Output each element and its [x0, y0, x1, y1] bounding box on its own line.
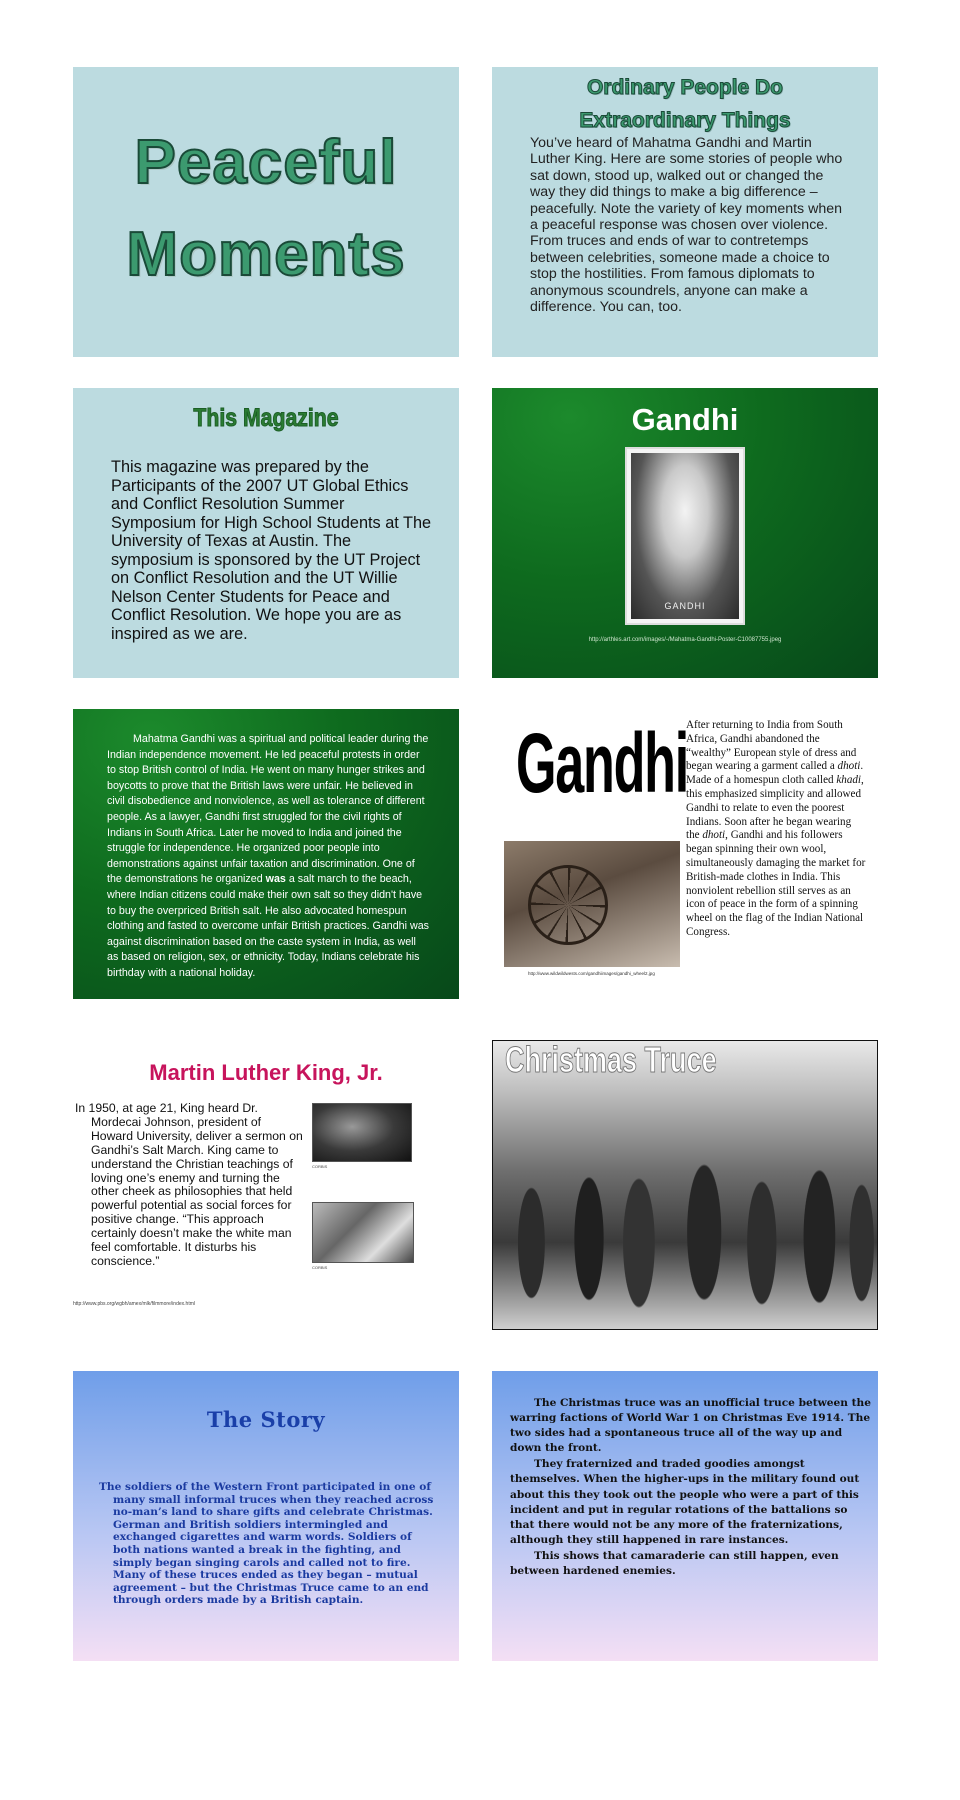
slide-this-magazine	[73, 388, 459, 678]
slide-title	[492, 71, 878, 137]
slide-title: Christmas Truce	[505, 1040, 717, 1080]
soldiers-photo	[493, 1114, 877, 1329]
poster-caption: GANDHI	[664, 601, 706, 611]
page-title	[73, 117, 459, 301]
text-segment: , this emphasized simplicity and allowed Gandhi to relate to even the poorest Indians. Soon after he began wearing the	[686, 774, 864, 842]
slide-the-story	[73, 1371, 459, 1661]
italic-term: dhoti	[702, 829, 726, 842]
intro-paragraph: You’ve heard of Mahatma Gandhi and Martin Luther King. Here are some stories of people who sat down, stood up, walked out or changed the way they did things to make a big difference – peacefully. Note the variety of key moments when a peaceful response was chosen over violence. From truces and ends of war to contretemps between celebrities, someone made a choice to stop the hostilities. From famous diplomats to anonymous scoundrels, anyone can make a difference. You can, too.	[530, 135, 843, 316]
slide-gandhi-spinning-wheel	[492, 709, 878, 999]
magazine-paragraph: This magazine was prepared by the Participants of the 2007 UT Global Ethics and Conflict Resolution Summer Symposium for High School Students at The University of Texas at Austin. The symposium is sponsored by the UT Project on Conflict Resolution and the UT Willie Nelson Center Students for Peace and Conflict Resolution. We hope you are as inspired as we are.	[111, 458, 432, 643]
photo-credit: CORBIS	[312, 1265, 328, 1270]
title-line-1: Ordinary People Do	[586, 76, 784, 99]
spinning-wheel-image	[504, 841, 680, 967]
bio-bold-word: was	[265, 873, 286, 886]
image-source-url: http://arthles.art.com/images/-/Mahatma-Gandhi-Poster-C10087755.jpeg	[588, 637, 782, 643]
slide-title: This Magazine	[193, 404, 339, 432]
photo-credit: CORBIS	[312, 1164, 328, 1169]
wheel-icon	[528, 865, 608, 945]
italic-term: dhoti	[837, 760, 861, 773]
italic-term: khadi	[836, 774, 861, 787]
title-line-2: Moments	[126, 220, 406, 289]
truce-text	[510, 1396, 872, 1580]
title-line-2: Extraordinary Things	[579, 109, 791, 132]
truce-paragraph-2: They fraternized and traded goodies amongst themselves. When the higher-ups in the military found out about this they took out the people who were a part of this incident and put in regular rotations of the battalions so that there would not be any more of the fraternizations, although they still happened in rare instances.	[510, 1458, 860, 1546]
mlk-meeting-image	[312, 1202, 414, 1263]
mlk-paragraph: In 1950, at age 21, King heard Dr. Mordecai Johnson, president of Howard University, deliver a sermon on Gandhi’s Salt March. King came to understand the Christian teachings of loving one’s enemy and turning the other cheek as philosophies that held powerful potential as social forces for positive change. “This approach certainly doesn’t make the white man feel comfortable. It disturbs his conscience.”	[75, 1101, 303, 1268]
slide-title: Martin Luther King, Jr.	[149, 1060, 383, 1085]
slide-martin-luther-king	[73, 1040, 459, 1330]
gandhi-portrait-image	[625, 447, 745, 625]
bio-text-1: Mahatma Gandhi was a spiritual and political leader during the Indian independence movement. He led peaceful protests in order to stop British control of India. He went on many hunger strikes and boycotts to prove that the British laws were unfair. He believed in civil disobedience and nonviolence, as well as tolerance of different people. As a lawyer, Gandhi first struggled for the civil rights of Indians in South Africa. Later he moved to India and joined the struggle for independence. He organized poor people into demonstrations against unfair taxation and discrimination. One of the demonstrations he organized	[107, 733, 429, 886]
slide-title: Gandhi	[631, 402, 739, 437]
title-line-1: Peaceful	[134, 128, 398, 197]
slide-gandhi-cover	[492, 388, 878, 678]
portrait-photo	[631, 453, 739, 619]
truce-paragraph-1: The Christmas truce was an unofficial truce between the warring factions of World War 1 on Christmas Eve 1914. The two sides had a spontaneous truce all of the way up and down the front.	[510, 1397, 871, 1455]
slide-christmas-truce-photo	[492, 1040, 878, 1330]
text-segment: , Gandhi and his followers began spinning their own wool, simultaneously damaging the market for British-made clothes in India. This nonviolent rebellion still serves as an icon of peace in the form of a spinning wheel on the flag of the Indian National Congress.	[686, 829, 866, 938]
slide-ordinary-people	[492, 67, 878, 357]
spinning-wheel-paragraph	[686, 719, 866, 940]
mlk-portrait-image	[312, 1103, 412, 1162]
slide-truce-details	[492, 1371, 878, 1661]
slide-title: Gandhi	[516, 716, 688, 810]
biography-paragraph	[107, 732, 429, 982]
story-paragraph: The soldiers of the Western Front participated in one of many small informal truces when they reached across no-man’s land to share gifts and celebrate Christmas. German and British soldiers intermingled and exchanged cigarettes and warm words. Soldiers of both nations wanted a break in the fighting, and simply began singing carols and called not to fire. Many of these truces ended as they began – mutual agreement – but the Christmas Truce came to an end through orders made by a British captain.	[99, 1481, 434, 1607]
slide-peaceful-moments	[73, 67, 459, 357]
text-segment: . Made of a homespun cloth called	[686, 760, 864, 787]
bio-text-2: a salt march to the beach, where Indian citizens could make their own salt so they didn't have to buy the overpriced British salt. He also advocated homespun clothing and fasted to overcome unfair British practices. Gandhi was against discrimination based on the caste system in India, as well as based on religion, sex, or ethnicity. Today, Indians celebrate his birthday with a national holiday.	[107, 873, 429, 979]
slide-title: The Story	[206, 1407, 326, 1432]
slide-gandhi-biography	[73, 709, 459, 999]
source-url: http://www.pbs.org/wgbh/amex/mlk/filmmore/index.html	[73, 1301, 195, 1307]
image-source-url: http://www.wildwildwests.com/gandhiimages/gandhi_wheel2.jpg	[528, 971, 655, 976]
text-segment: After returning to India from South Africa, Gandhi abandoned the “wealthy” European style of dress and began wearing a garment called a	[686, 719, 857, 773]
truce-paragraph-3: This shows that camaraderie can still happen, even between hardened enemies.	[510, 1549, 839, 1578]
